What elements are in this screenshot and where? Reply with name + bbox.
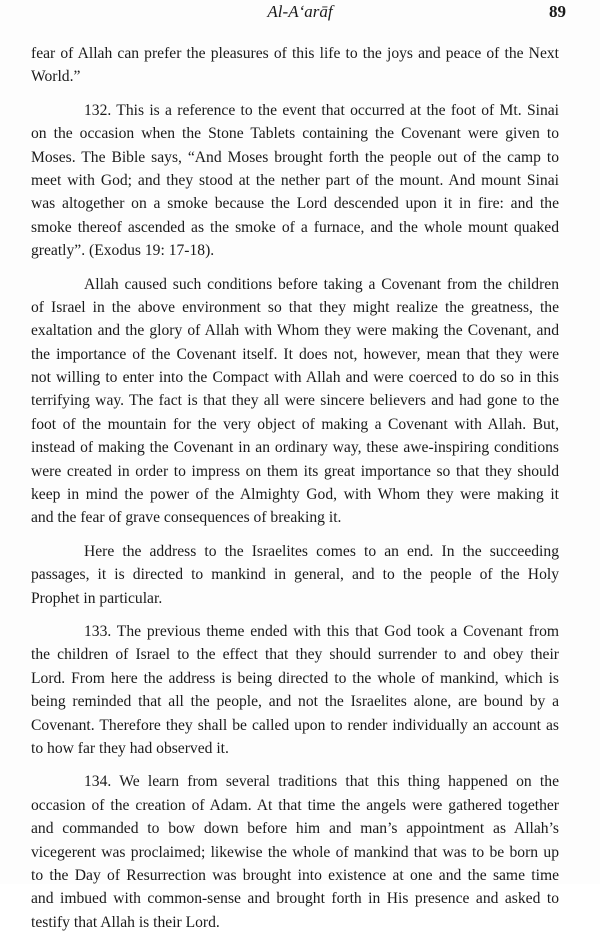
paragraph-note-132-cont-2 [31, 540, 559, 610]
text-line: and the fear of grave consequences of breaking it. [31, 509, 342, 527]
text-line: World.” [31, 68, 81, 86]
text-line: passages, it is directed to mankind in general, and to the people of the Holy [31, 566, 559, 584]
text-line: occasion of the creation of Adam. At that time the angels were gathered together [31, 796, 559, 814]
text-line: was altogether on a smoke because the Lord descended upon it in fire: and the [31, 195, 559, 213]
text-line: Lord. From here the address is being directed to the whole of mankind, which is [31, 669, 559, 687]
text-line: 133. The previous theme ended with this that God took a Covenant from [84, 622, 559, 640]
paragraph-gap [31, 760, 559, 770]
text-line: being reminded that all the people, and not the Israelites alone, are bound by a [31, 693, 559, 711]
text-line: vicegerent was proclaimed; likewise the whole of mankind that was to be born up [31, 843, 559, 861]
text-line: exaltation and the glory of Allah with Whom they were making the Covenant, and [31, 322, 559, 340]
text-line: Prophet in particular. [31, 589, 163, 607]
text-line: Here the address to the Israelites comes to an end. In the succeeding [84, 542, 559, 560]
paragraph-note-132-cont-1 [31, 273, 559, 530]
text-line: fear of Allah can prefer the pleasures of this life to the joys and peace of the Next [31, 45, 559, 62]
paragraph-gap [31, 263, 559, 273]
text-line: terrifying way. The fact is that they all were sincere believers and had gone to the [31, 392, 559, 410]
paragraph-carryover [31, 42, 559, 89]
text-line: not willing to enter into the Compact with Allah and were coerced to do so in this [31, 369, 559, 387]
paragraph-note-132 [31, 99, 559, 263]
text-line: greatly”. (Exodus 19: 17-18). [31, 242, 215, 260]
text-line: testify that Allah is their Lord. [31, 913, 220, 931]
text-line: were created in order to impress on them its great importance so that they should [31, 462, 559, 480]
paragraph-gap [31, 89, 559, 99]
text-line: Covenant. Therefore they shall be called upon to render individually an account as [31, 716, 559, 734]
page-header [0, 0, 600, 40]
running-title: Al-A‘arāf [267, 2, 333, 21]
text-line: to the Day of Resurrection was brought into existence at one and the same time [31, 866, 559, 884]
text-line: the children of Israel to the effect that they should surrender to and obey their [31, 646, 559, 664]
text-line: 134. We learn from several traditions that this thing happened on the [84, 773, 559, 791]
text-line: and imbued with common-sense and brought forth in His presence and asked to [31, 890, 559, 908]
paragraph-note-133 [31, 620, 559, 760]
text-line: to how far they had observed it. [31, 739, 229, 757]
page-body [31, 42, 559, 934]
text-line: on the occasion when the Stone Tablets containing the Covenant were given to [31, 125, 559, 143]
text-line: Moses. The Bible says, “And Moses brought forth the people out of the camp to [31, 148, 559, 166]
text-line: the importance of the Covenant itself. It does not, however, mean that they were [31, 345, 559, 363]
text-line: Allah caused such conditions before taking a Covenant from the children [84, 275, 559, 293]
paragraph-gap [31, 530, 559, 540]
text-line: of Israel in the above environment so that they might realize the greatness, the [31, 298, 559, 316]
text-line: foot of the mountain for the very object of making a Covenant with Allah. But, [31, 415, 559, 433]
text-line: 132. This is a reference to the event that occurred at the foot of Mt. Sinai [84, 101, 559, 119]
text-line: instead of making the Covenant in an ordinary way, these awe-inspiring conditions [31, 439, 559, 457]
paragraph-note-134 [31, 770, 559, 934]
text-line: and commanded to bow down before him and man’s appointment as Allah’s [31, 820, 559, 838]
text-line: keep in mind the power of the Almighty God, with Whom they were making it [31, 486, 559, 504]
paragraph-gap [31, 610, 559, 620]
text-line: smoke thereof ascended as the smoke of a furnace, and the whole mount quaked [31, 218, 559, 236]
text-line: meet with God; and they stood at the nether part of the mount. And mount Sinai [31, 171, 559, 189]
page-number: 89 [549, 2, 566, 21]
